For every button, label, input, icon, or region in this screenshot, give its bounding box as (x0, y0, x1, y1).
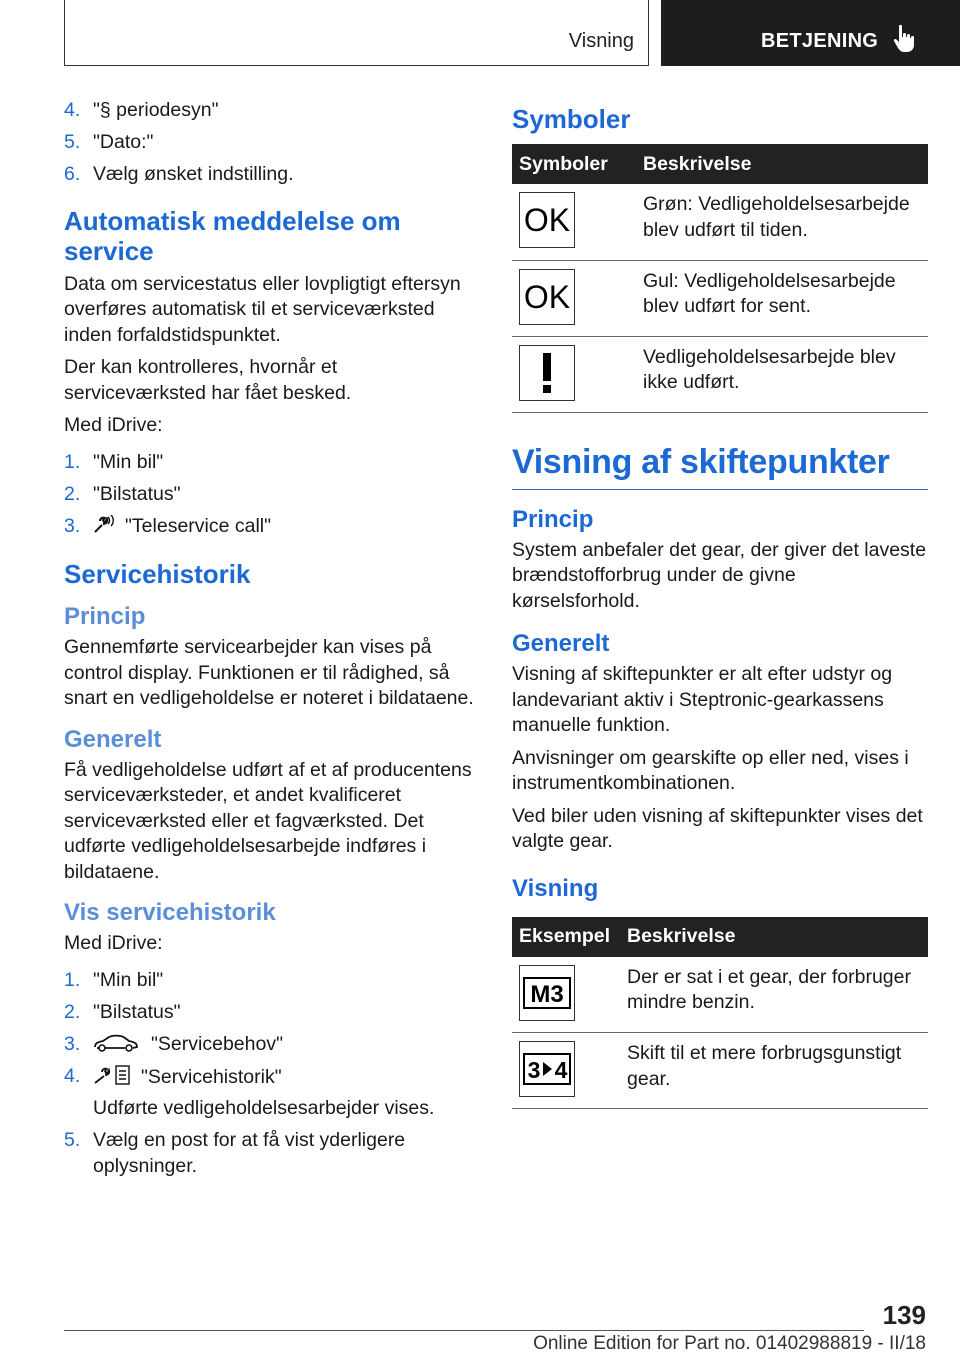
gear-3-4-icon (519, 1041, 575, 1097)
gear-from-label: 3 (527, 1057, 541, 1083)
steps-top-list (64, 98, 479, 188)
show-service-history-heading: Vis servicehistorik (64, 899, 276, 926)
table-cell: Skift til et mere forbrugsgunstigt gear. (620, 1033, 928, 1109)
right-column (512, 98, 928, 1129)
table-row (512, 260, 928, 336)
header-chapter-tab (661, 0, 960, 66)
header-section-title: Visning (568, 30, 634, 52)
svg-text:OK: OK (523, 279, 571, 314)
list-item: 3. "Teleservice call" (64, 514, 272, 537)
pointing-hand-icon (893, 24, 915, 54)
symbols-table (512, 144, 928, 413)
service-history-heading: Servicehistorik (64, 559, 251, 589)
footer-divider (64, 1330, 864, 1331)
ok-icon (519, 192, 575, 248)
gear-to-label: 4 (554, 1057, 568, 1083)
princip-paragraph-right: System anbefaler det gear, der giver det laveste brændstofforbrug under de givne kørselsforhold. (512, 538, 927, 612)
list-item: 1. "Min bil" (64, 450, 164, 473)
header-chapter-title: BETJENING (761, 30, 879, 52)
svg-text:OK: OK (523, 203, 571, 237)
list-item: 2. "Bilstatus" (64, 1000, 181, 1023)
symbols-heading: Symboler (512, 104, 631, 134)
table-row (512, 336, 928, 412)
table-header-cell: Symboler (512, 144, 636, 184)
table-header-cell: Eksempel (512, 917, 620, 957)
table-header-cell: Beskrivelse (636, 144, 928, 184)
auto-service-paragraph-1: Data om servicestatus eller lovpligtigt eftersyn overføres automatisk til et serviceværksted inden forfaldstidspunktet. (64, 272, 461, 346)
m3-icon (519, 965, 575, 1021)
table-row (512, 957, 928, 1033)
list-item: 5. "Dato:" (64, 131, 154, 153)
generelt-paragraph-right-2: Anvisninger om gearskifte op eller ned, vises i instrumentkombinationen. (512, 746, 909, 794)
list-item: 4. "Servicehistorik" Udførte vedligeholdelsesarbejder vises. (64, 1064, 479, 1122)
arrow-right-icon (543, 1062, 552, 1076)
table-cell: Gul: Vedligeholdelsesarbejde blev udført for sent. (636, 260, 928, 336)
table-header-cell: Beskrivelse (620, 917, 928, 957)
m3-label: M3 (530, 980, 564, 1008)
idrive-paragraph: Med iDrive: (64, 932, 163, 954)
generelt-paragraph-right-3: Ved biler uden visning af skiftepunkter vises det valgte gear. (512, 804, 923, 852)
car-icon (93, 1033, 139, 1053)
footer-edition: Online Edition for Part no. 01402988819 - II/18 (533, 1333, 926, 1354)
generelt-heading-left: Generelt (64, 725, 162, 753)
visning-heading: Visning (512, 874, 599, 902)
auto-service-paragraph-3: Med iDrive: (64, 414, 163, 436)
auto-service-steps (64, 450, 479, 540)
generelt-paragraph-left: Få vedligeholdelse udført af et af producentens serviceværksteder, et andet kvalificeret serviceværksted eller et fagværksted. Det udførte vedligeholdelsesarbejde indføres i bildataene. (64, 758, 472, 883)
list-item: 3. "Servicebehov" (64, 1032, 283, 1055)
list-item: 5. Vælg en post for at få vist yderligere oplysninger. (64, 1129, 406, 1177)
table-row (512, 1033, 928, 1109)
ok-icon (519, 269, 575, 325)
left-column (64, 98, 479, 1187)
generelt-heading-right: Generelt (512, 630, 610, 657)
list-item: 1. "Min bil" (64, 968, 164, 991)
wrench-list-icon (93, 1064, 131, 1086)
shift-points-heading: Visning af skiftepunkter (512, 441, 928, 490)
show-history-steps (64, 968, 479, 1180)
table-header-row (512, 917, 928, 957)
example-table (512, 917, 928, 1110)
list-item-subtext: Udførte vedligeholdelsesarbejder vises. (93, 1097, 435, 1119)
exclamation-icon (519, 345, 575, 401)
list-item: 4. "§ periodesyn" (64, 99, 219, 121)
princip-heading-left: Princip (64, 603, 146, 630)
generelt-paragraph-right-1: Visning af skiftepunkter er alt efter udstyr og landevariant aktiv i Steptronic-gearkassens manuelle funktion. (512, 663, 893, 736)
auto-service-heading: Automatisk meddelelse om service (64, 205, 401, 266)
auto-service-paragraph-2: Der kan kontrolleres, hvornår et serviceværksted har fået besked. (64, 356, 352, 404)
table-cell: Der er sat i et gear, der forbruger mindre benzin. (620, 957, 928, 1033)
table-row (512, 184, 928, 260)
table-cell: Grøn: Vedligeholdelsesarbejde blev udført til tiden. (636, 184, 928, 260)
page-number: 139 (882, 1300, 926, 1330)
princip-heading-right: Princip (512, 505, 594, 533)
header-section-tab (64, 0, 649, 66)
list-item: 6. Vælg ønsket indstilling. (64, 163, 294, 185)
table-header-row (512, 144, 928, 184)
list-item: 2. "Bilstatus" (64, 482, 181, 505)
princip-paragraph-left: Gennemførte servicearbejder kan vises på control display. Funktionen er til rådighed, så snart en vedligeholdelse er noteret i bildataene. (64, 636, 474, 709)
table-cell: Vedligeholdelsesarbejde blev ikke udført. (636, 336, 928, 412)
wrench-signal-icon (93, 515, 115, 535)
